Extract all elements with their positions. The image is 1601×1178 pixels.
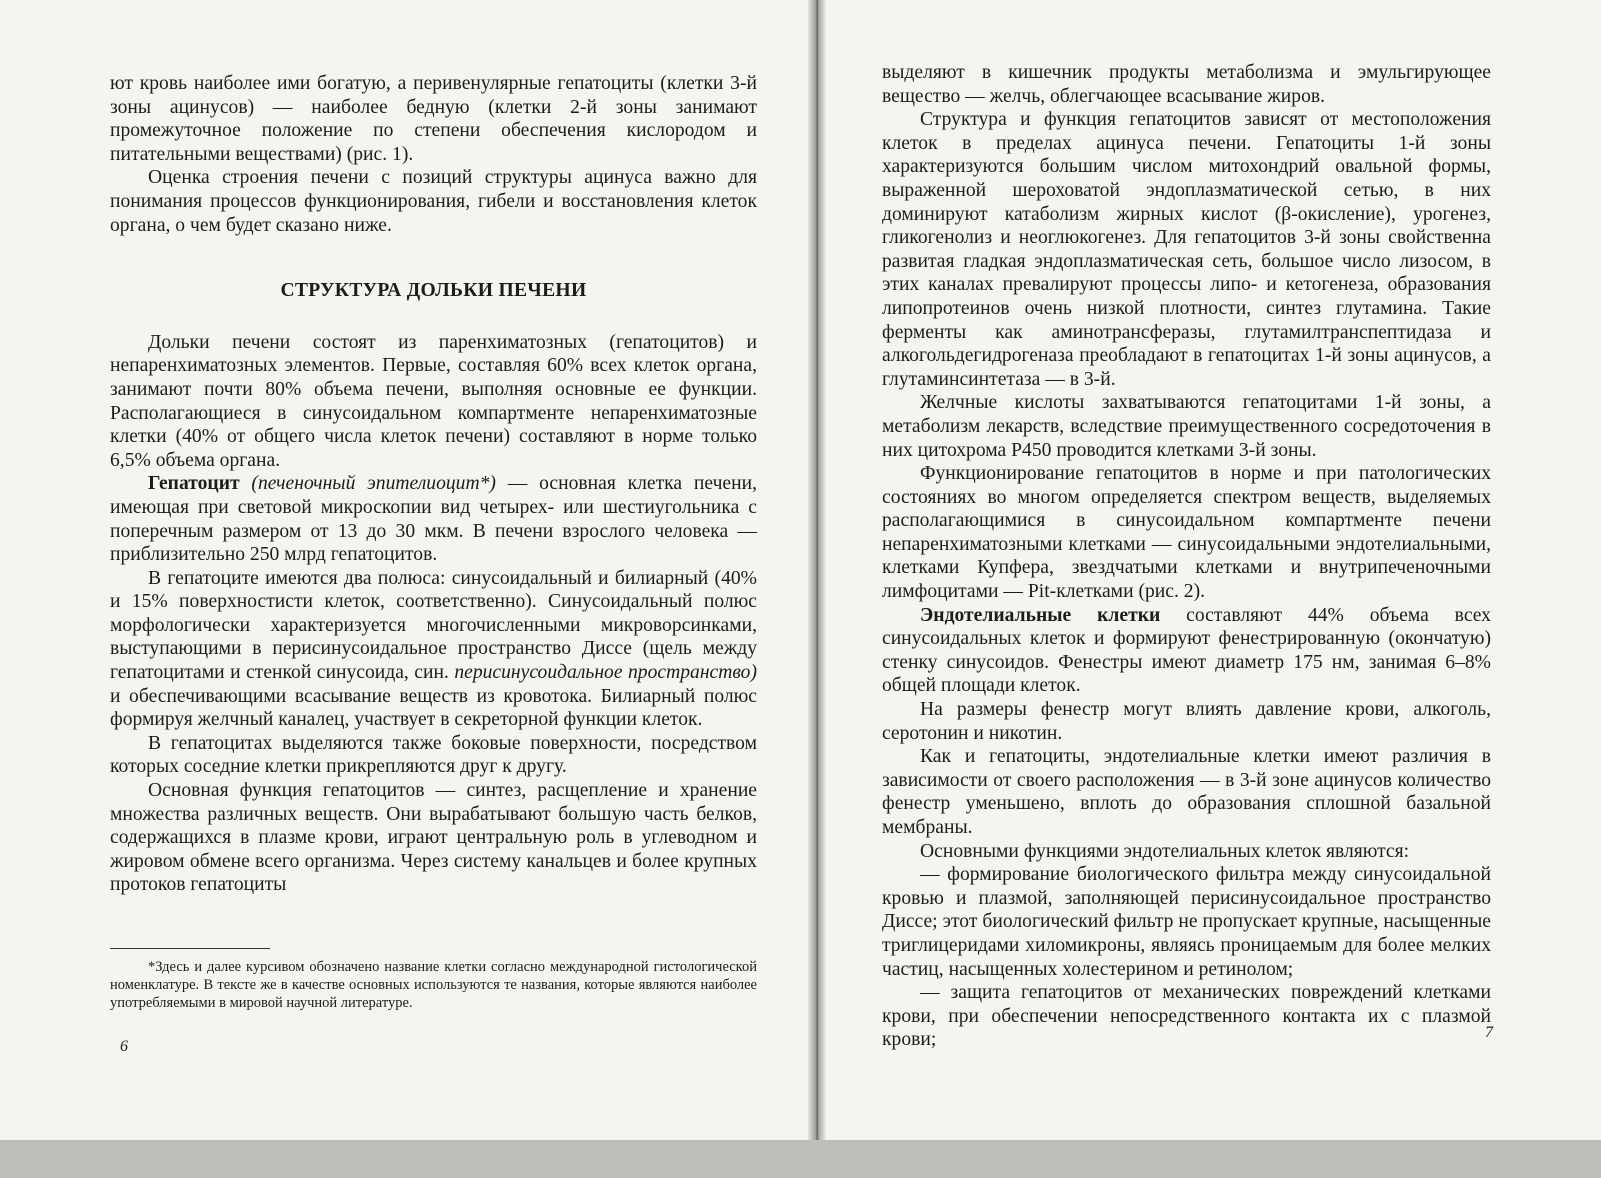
right-paragraph-1: выделяют в кишечник продукты метаболизма и эмульгирующее вещество — желчь, облегчающее всасывание жиров. bbox=[882, 62, 1491, 107]
intro-paragraph-1: ют кровь наиболее ими богатую, а перивенулярные гепатоциты (клетки 3-й зоны ацинусов) — наиболее бедную (клетки 2-й зоны занимают промежуточное положение по степени обеспечения кислородом и питательными веществами) (рис. 1). bbox=[110, 73, 757, 165]
right-page-text bbox=[882, 61, 1491, 1052]
right-paragraph-6: На размеры фенестр могут влиять давление крови, алкоголь, серотонин и никотин. bbox=[882, 699, 1491, 744]
lobules-paragraph: Дольки печени состоят из паренхиматозных (гепатоцитов) и непаренхиматозных элементов. Первые, составляя 60% всех клеток органа, занимают почти 80% объема печени, выполняя основные ее функции. Располагающиеся в синусоидальном компартменте непаренхиматозные клетки (40% от общего числа клеток печени) составляют в норме только 6,5% объема органа. bbox=[110, 331, 757, 471]
hepatocyte-paragraph bbox=[110, 472, 757, 566]
intro-paragraph-2: Оценка строения печени с позиций структуры ацинуса важно для понимания процессов функционирования, гибели и восстановления клеток органа, о чем будет сказано ниже. bbox=[110, 167, 757, 236]
right-page bbox=[822, 0, 1601, 1140]
endothelial-paragraph bbox=[882, 604, 1491, 698]
right-paragraph-8: Основными функциями эндотелиальных клеток являются: bbox=[920, 840, 1410, 862]
hepatocyte-text: — основная клетка печени, имеющая при световой микроскопии вид четырех- или шестиугольника с поперечным размером от 13 до 30 мкм. В печени взрослого человека — приблизительно 250 млрд гепатоцитов. bbox=[110, 473, 757, 566]
hepatocyte-term: Гепатоцит bbox=[148, 473, 240, 495]
book-gutter bbox=[808, 0, 826, 1178]
right-paragraph-10: — защита гепатоцитов от механических повреждений клетками крови, при обеспечении непосредственного контакта их с плазмой крови; bbox=[882, 982, 1491, 1051]
left-page-text bbox=[110, 72, 757, 897]
poles-paragraph bbox=[110, 567, 757, 732]
page-number-left: 6 bbox=[120, 1038, 128, 1055]
poles-italic: перисинусоидальное пространство) bbox=[454, 662, 757, 684]
right-paragraph-3: Желчные кислоты захватываются гепатоцитами 1-й зоны, а метаболизм лекарств, вследствие преимущественного сосредоточения в них цитохрома Р450 проводится клетками 3-й зоны. bbox=[882, 392, 1491, 461]
lateral-paragraph: В гепатоцитах выделяются также боковые поверхности, посредством которых соседние клетки прикрепляются друг к другу. bbox=[110, 732, 757, 778]
function-paragraph: Основная функция гепатоцитов — синтез, расщепление и хранение множества различных веществ. Они вырабатывают большую часть белков, содержащихся в плазме крови, играют центральную роль в углеводном и жировом обмене всего организма. Через систему канальцев и более крупных протоков гепатоциты bbox=[110, 780, 757, 896]
footnote-text: *Здесь и далее курсивом обозначено название клетки согласно международной гистологической номенклатуре. В тексте же в качестве основных используются те названия, которые являются наиболее употребляемыми в мировой научной литературе. bbox=[110, 959, 757, 1011]
left-page bbox=[0, 0, 818, 1140]
right-paragraph-7: Как и гепатоциты, эндотелиальные клетки имеют различия в зависимости от своего расположения — в 3-й зоне ацинусов количество фенестр уменьшено, вплоть до образования сплошной базальной мембраны. bbox=[882, 746, 1491, 838]
section-heading: СТРУКТУРА ДОЛЬКИ ПЕЧЕНИ bbox=[280, 280, 587, 302]
page-number-right: 7 bbox=[1485, 1024, 1493, 1041]
poles-text-2: и обеспечивающими всасывание веществ из кровотока. Билиарный полюс формируя желчный каналец, участвует в секреторной функции клеток. bbox=[110, 685, 757, 731]
scan-bottom-edge bbox=[0, 1140, 1601, 1178]
right-paragraph-2: Структура и функция гепатоцитов зависят от местоположения клеток в пределах ацинуса печени. Гепатоциты 1-й зоны характеризуются большим числом митохондрий овальной формы, выраженной шероховатой эндоплазматической сетью, в них доминируют катаболизм жирных кислот (β-окисление), урогенез, гликогенолиз и неоглюкогенез. Для гепатоцитов 3-й зоны свойственна развитая гладкая эндоплазматическая сеть, большое число лизосом, в этих каналах превалируют процессы липо- и кетогенеза, образования липопротеинов очень низкой плотности, синтез глутамина. Такие ферменты как аминотрансферазы, глутамилтранспептидаза и алкогольдегидрогеназа преобладают в гепатоцитах 1-й зоны ацинусов, а глутаминсинтетаза — в 3-й. bbox=[882, 109, 1491, 390]
footnote-divider bbox=[110, 948, 270, 949]
endothelial-text: составляют 44% объема всех синусоидальных клеток и формируют фенестрированную (окончатую) стенку синусоидов. Фенестры имеют диаметр 175 нм, занимая 6–8% общей площади клеток. bbox=[882, 604, 1491, 697]
right-paragraph-4: Функционирование гепатоцитов в норме и при патологических состояниях во многом определяется спектром веществ, выделяемых располагающимися в синусоидальном компартменте печени непаренхиматозными клетками — синусоидальными эндотелиальными, клетками Купфера, звездчатыми клетками и внутрипеченочными лимфоцитами — Pit-клетками (рис. 2). bbox=[882, 463, 1491, 603]
right-paragraph-9: — формирование биологического фильтра между синусоидальной кровью и плазмой, заполняющей перисинусоидальное пространство Диссе; этот биологический фильтр не пропускает крупные, насыщенные триглицеридами хиломикроны, являясь проницаемым для более мелких частиц, насыщенных холестерином и ретинолом; bbox=[882, 864, 1491, 980]
endothelial-term: Эндотелиальные клетки bbox=[920, 604, 1161, 626]
poles-text-1: В гепатоците имеются два полюса: синусоидальный и билиарный (40% и 15% поверхностиcти клеток, соответственно). Синусоидальный полюс морфологически характеризуется многочисленными микроворсинками, выступающими в перисинусоидальное пространство Диссе (щель между гепатоцитами и стенкой синусоида, син. bbox=[110, 567, 757, 684]
footnote bbox=[110, 958, 757, 1012]
hepatocyte-synonym: (печеночный эпителиоцит*) bbox=[251, 473, 496, 495]
